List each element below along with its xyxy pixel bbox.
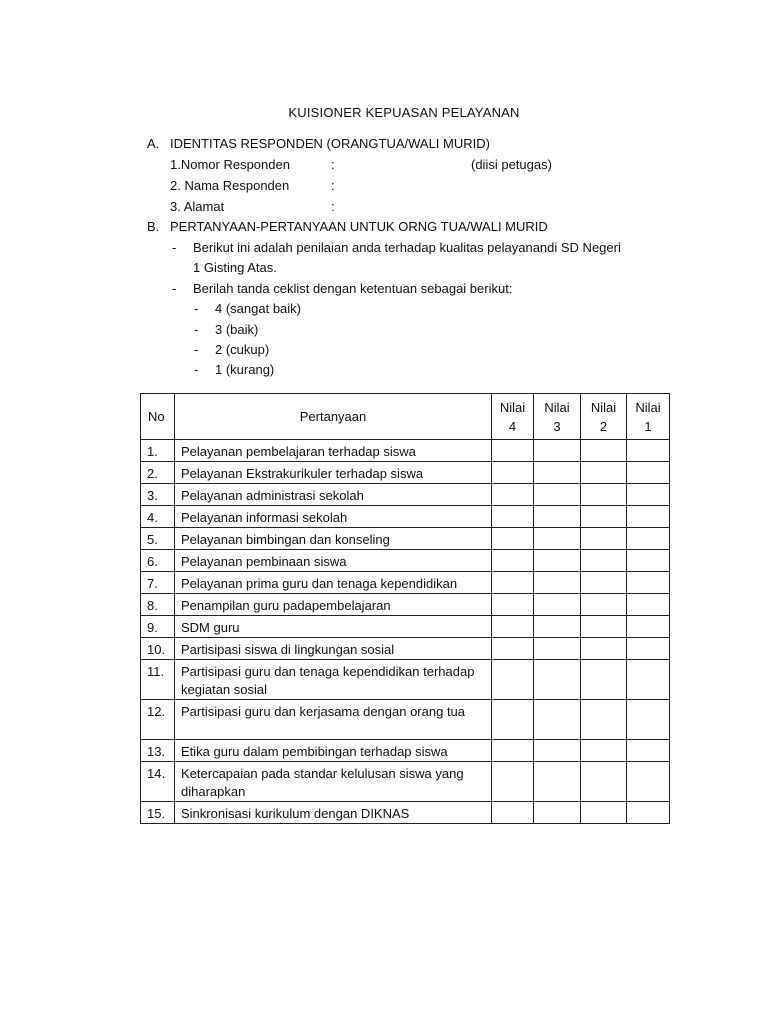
rating-cell-1[interactable] bbox=[627, 616, 670, 638]
question-number: 6. bbox=[141, 550, 175, 572]
table-row bbox=[141, 484, 670, 506]
table-row bbox=[141, 572, 670, 594]
question-number: 11. bbox=[141, 660, 175, 700]
rating-cell-3[interactable] bbox=[534, 802, 581, 824]
rating-cell-4[interactable] bbox=[492, 528, 534, 550]
rating-cell-3[interactable] bbox=[534, 740, 581, 762]
table-row bbox=[141, 638, 670, 660]
header-rating-label: Nilai bbox=[590, 399, 617, 415]
question-number: 7. bbox=[141, 572, 175, 594]
page-title: KUISIONER KEPUASAN PELAYANAN bbox=[288, 105, 520, 120]
rating-cell-2[interactable] bbox=[581, 700, 627, 740]
question-number: 5. bbox=[141, 528, 175, 550]
rating-cell-3[interactable] bbox=[534, 660, 581, 700]
rating-cell-2[interactable] bbox=[581, 484, 627, 506]
rating-cell-2[interactable] bbox=[581, 550, 627, 572]
scale-item: 3 (baik) bbox=[215, 322, 259, 337]
table-row bbox=[141, 700, 670, 740]
rating-cell-3[interactable] bbox=[534, 550, 581, 572]
rating-cell-1[interactable] bbox=[627, 440, 670, 462]
rating-cell-3[interactable] bbox=[534, 484, 581, 506]
rating-cell-1[interactable] bbox=[627, 740, 670, 762]
rating-cell-3[interactable] bbox=[534, 700, 581, 740]
question-text: Partisipasi siswa di lingkungan sosial bbox=[175, 638, 492, 660]
rating-cell-1[interactable] bbox=[627, 528, 670, 550]
question-number: 14. bbox=[141, 762, 175, 802]
table-row bbox=[141, 740, 670, 762]
field-note-nomor: (diisi petugas) bbox=[471, 157, 552, 172]
rating-cell-2[interactable] bbox=[581, 616, 627, 638]
rating-cell-2[interactable] bbox=[581, 506, 627, 528]
rating-cell-4[interactable] bbox=[492, 550, 534, 572]
rating-cell-4[interactable] bbox=[492, 440, 534, 462]
bullet-dash: - bbox=[172, 281, 177, 296]
rating-cell-4[interactable] bbox=[492, 740, 534, 762]
scale-item: 2 (cukup) bbox=[215, 342, 270, 357]
table-header-row bbox=[141, 394, 670, 440]
header-rating-value: 3 bbox=[553, 418, 561, 434]
field-colon-nama: : bbox=[331, 178, 335, 193]
header-rating-label: Nilai bbox=[635, 399, 661, 415]
bullet-dash: - bbox=[172, 240, 177, 255]
header-rating-label: Nilai bbox=[544, 399, 570, 415]
field-label-alamat: 3. Alamat bbox=[170, 199, 225, 214]
header-rating-4 bbox=[492, 394, 534, 440]
header-rating-value: 1 bbox=[644, 418, 652, 434]
header-question: Pertanyaan bbox=[175, 394, 492, 440]
question-text: Sinkronisasi kurikulum dengan DIKNAS bbox=[175, 802, 492, 824]
table-row bbox=[141, 462, 670, 484]
field-colon-nomor: : bbox=[331, 157, 335, 172]
rating-cell-2[interactable] bbox=[581, 528, 627, 550]
table-row bbox=[141, 528, 670, 550]
scale-item: 1 (kurang) bbox=[215, 362, 275, 377]
header-rating-value: 4 bbox=[508, 418, 517, 434]
question-text: Pelayanan prima guru dan tenaga kependidikan bbox=[175, 572, 492, 594]
rating-cell-4[interactable] bbox=[492, 660, 534, 700]
question-text: Etika guru dalam pembibingan terhadap siswa bbox=[175, 740, 492, 762]
rating-cell-4[interactable] bbox=[492, 462, 534, 484]
question-number: 2. bbox=[141, 462, 175, 484]
rating-cell-2[interactable] bbox=[581, 740, 627, 762]
header-rating-1 bbox=[627, 394, 670, 440]
header-rating-3 bbox=[534, 394, 581, 440]
header-no: No bbox=[141, 394, 175, 440]
question-text: Pelayanan pembelajaran terhadap siswa bbox=[175, 440, 492, 462]
question-text: Pelayanan bimbingan dan konseling bbox=[175, 528, 492, 550]
rating-cell-1[interactable] bbox=[627, 550, 670, 572]
rating-cell-1[interactable] bbox=[627, 484, 670, 506]
question-text: Partisipasi guru dan kerjasama dengan orang tua bbox=[175, 700, 492, 740]
rating-cell-3[interactable] bbox=[534, 462, 581, 484]
rating-cell-2[interactable] bbox=[581, 802, 627, 824]
header-rating-value: 2 bbox=[599, 418, 608, 434]
rating-cell-1[interactable] bbox=[627, 572, 670, 594]
section-b-heading: PERTANYAAN-PERTANYAAN UNTUK ORNG TUA/WALI MURID bbox=[170, 219, 548, 234]
question-number: 13. bbox=[141, 740, 175, 762]
rating-cell-4[interactable] bbox=[492, 572, 534, 594]
question-number: 15. bbox=[141, 802, 175, 824]
rating-cell-3[interactable] bbox=[534, 616, 581, 638]
header-rating-label: Nilai bbox=[499, 399, 526, 415]
questionnaire-table bbox=[140, 393, 670, 824]
rating-cell-2[interactable] bbox=[581, 762, 627, 802]
rating-cell-1[interactable] bbox=[627, 660, 670, 700]
rating-cell-1[interactable] bbox=[627, 462, 670, 484]
table-row bbox=[141, 550, 670, 572]
field-label-nama: 2. Nama Responden bbox=[170, 178, 290, 193]
question-text: Pelayanan pembinaan siswa bbox=[175, 550, 492, 572]
question-number: 1. bbox=[141, 440, 175, 462]
rating-cell-4[interactable] bbox=[492, 506, 534, 528]
rating-cell-4[interactable] bbox=[492, 484, 534, 506]
question-number: 12. bbox=[141, 700, 175, 740]
rating-cell-2[interactable] bbox=[581, 594, 627, 616]
rating-cell-3[interactable] bbox=[534, 572, 581, 594]
section-a-heading: IDENTITAS RESPONDEN (ORANGTUA/WALI MURID) bbox=[170, 136, 490, 151]
instruction-text: Berilah tanda ceklist dengan ketentuan sebagai berikut: bbox=[193, 281, 513, 296]
rating-cell-2[interactable] bbox=[581, 638, 627, 660]
rating-cell-3[interactable] bbox=[534, 762, 581, 802]
question-number: 10. bbox=[141, 638, 175, 660]
header-rating-2 bbox=[581, 394, 627, 440]
field-label-nomor: 1.Nomor Responden bbox=[170, 157, 290, 172]
bullet-dash: - bbox=[194, 301, 199, 316]
rating-cell-2[interactable] bbox=[581, 572, 627, 594]
rating-cell-4[interactable] bbox=[492, 802, 534, 824]
rating-cell-4[interactable] bbox=[492, 762, 534, 802]
question-text: Partisipasi guru dan tenaga kependidikan terhadap kegiatan sosial bbox=[175, 660, 492, 700]
rating-cell-1[interactable] bbox=[627, 638, 670, 660]
question-text: Pelayanan Ekstrakurikuler terhadap siswa bbox=[175, 462, 492, 484]
rating-cell-1[interactable] bbox=[627, 802, 670, 824]
question-number: 9. bbox=[141, 616, 175, 638]
rating-cell-2[interactable] bbox=[581, 440, 627, 462]
bullet-dash: - bbox=[194, 342, 199, 357]
bullet-dash: - bbox=[194, 362, 199, 377]
intro-line-2: 1 Gisting Atas. bbox=[193, 260, 277, 275]
scale-item: 4 (sangat baik) bbox=[215, 301, 301, 316]
question-number: 8. bbox=[141, 594, 175, 616]
table-row bbox=[141, 440, 670, 462]
rating-cell-1[interactable] bbox=[627, 506, 670, 528]
rating-cell-3[interactable] bbox=[534, 440, 581, 462]
section-b-letter: B. bbox=[147, 219, 160, 234]
table-row bbox=[141, 506, 670, 528]
rating-cell-3[interactable] bbox=[534, 638, 581, 660]
question-number: 4. bbox=[141, 506, 175, 528]
intro-line-1: Berikut ini adalah penilaian anda terhadap kualitas pelayanandi SD Negeri bbox=[193, 240, 621, 255]
rating-cell-3[interactable] bbox=[534, 528, 581, 550]
rating-cell-4[interactable] bbox=[492, 616, 534, 638]
bullet-dash: - bbox=[194, 322, 199, 337]
field-colon-alamat: : bbox=[331, 199, 335, 214]
rating-cell-4[interactable] bbox=[492, 700, 534, 740]
table-row bbox=[141, 594, 670, 616]
rating-cell-4[interactable] bbox=[492, 638, 534, 660]
table-row bbox=[141, 802, 670, 824]
rating-cell-2[interactable] bbox=[581, 462, 627, 484]
rating-cell-1[interactable] bbox=[627, 700, 670, 740]
question-text: Pelayanan informasi sekolah bbox=[175, 506, 492, 528]
rating-cell-1[interactable] bbox=[627, 594, 670, 616]
rating-cell-3[interactable] bbox=[534, 506, 581, 528]
section-a-letter: A. bbox=[147, 136, 160, 151]
question-number: 3. bbox=[141, 484, 175, 506]
rating-cell-2[interactable] bbox=[581, 660, 627, 700]
rating-cell-4[interactable] bbox=[492, 594, 534, 616]
table-row bbox=[141, 616, 670, 638]
question-text: Pelayanan administrasi sekolah bbox=[175, 484, 492, 506]
rating-cell-3[interactable] bbox=[534, 594, 581, 616]
question-text: Penampilan guru padapembelajaran bbox=[175, 594, 492, 616]
question-text: SDM guru bbox=[175, 616, 492, 638]
table-row bbox=[141, 762, 670, 802]
question-text: Ketercapaian pada standar kelulusan siswa yang diharapkan bbox=[175, 762, 492, 802]
rating-cell-1[interactable] bbox=[627, 762, 670, 802]
table-row bbox=[141, 660, 670, 700]
